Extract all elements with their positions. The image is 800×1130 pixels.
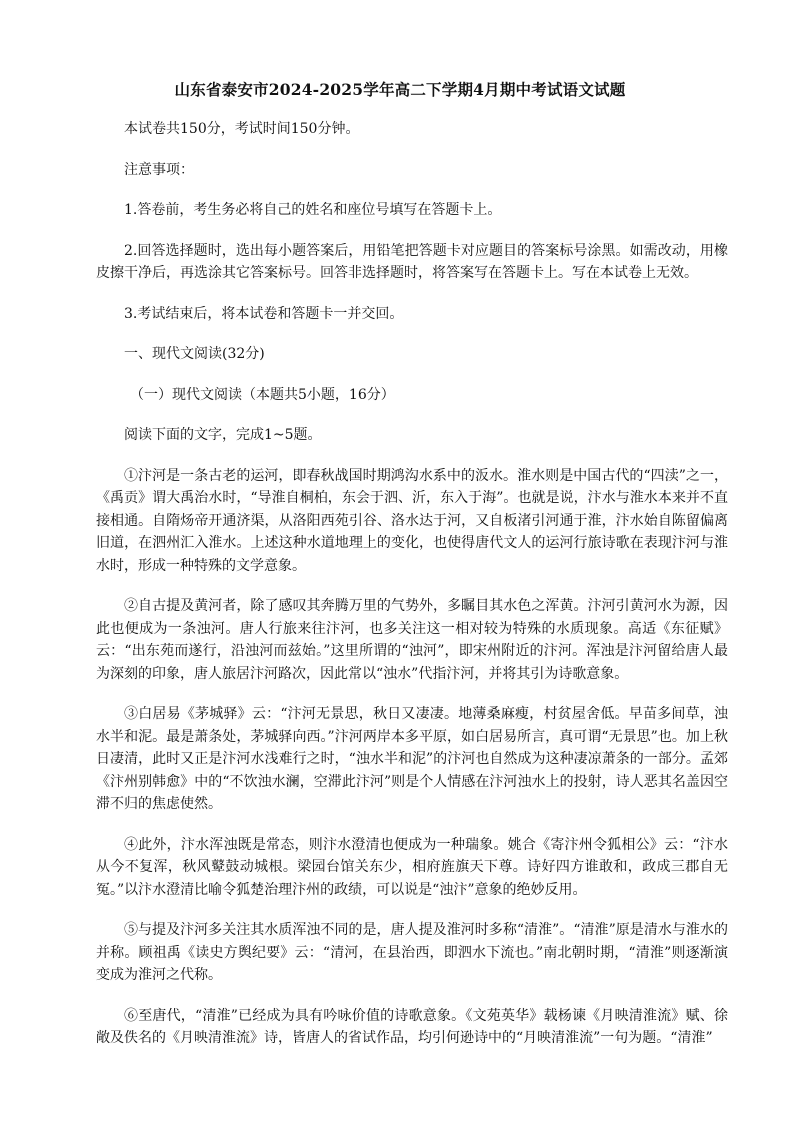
document-body xyxy=(96,118,728,1068)
passage-paragraph: ④此外，汴水浑浊既是常态，则汴水澄清也便成为一种瑞象。姚合《寄汴州令狐相公》云：“汴水从今不复浑，秋风鼙鼓动城根。梁园台馆关东少，相府旌旗天下尊。诗好四方谁敢和，政成三郡自无冤。”以汴水澄清比喻令狐楚治理汴州的政绩，可以说是“浊汴”意象的绝妙反用。 xyxy=(96,836,728,898)
subsection-heading: （一）现代文阅读（本题共5小题，16分） xyxy=(130,386,395,403)
notice-item: 2.回答选择题时，选出每小题答案后，用铅笔把答题卡对应题目的答案标号涂黑。如需改动，用橡皮擦干净后，再选涂其它答案标号。回答非选择题时，将答案写在答题卡上。写在本试卷上无效。 xyxy=(96,242,728,281)
passage-paragraph: ⑤与提及汴河多关注其水质浑浊不同的是，唐人提及淮河时多称“清淮”。“清淮”原是清水与淮水的并称。顾祖禹《读史方舆纪要》云：“清河，在县治西，即泗水下流也。”南北朝时期，“清淮”则逐渐演变成为淮河之代称。 xyxy=(96,922,728,983)
passage-paragraph: ③白居易《茅城驿》云：“汴河无景思，秋日又凄凄。地薄桑麻瘦，村贫屋舍低。早苗多间草，浊水半和泥。最是萧条处，茅城驿向西。”汴河两岸本多平原，如白居易所言，真可谓“无景思”也。加上秋日凄清，此时又正是汴河水浅难行之时，“浊水半和泥”的汴河也自然成为这种凄凉萧条的一部分。孟郊《汴州别韩愈》中的“不饮浊水澜，空滞此汴河”则是个人情感在汴河浊水上的投射，诗人恶其名盖因空滞不归的焦虑使然。 xyxy=(96,706,728,812)
notice-item: 3.考试结束后，将本试卷和答题卡一并交回。 xyxy=(124,305,404,322)
section-heading: 一、现代文阅读(32分) xyxy=(124,346,265,362)
passage-paragraph: ⑥至唐代，“清淮”已经成为具有吟咏价值的诗歌意象。《文苑英华》载杨谏《月映清淮流》赋、徐敞及佚名的《月映清淮流》诗，皆唐人的省试作品，均引何逊诗中的“月映清淮流”一句为题。“清淮” xyxy=(96,1007,728,1046)
page-title: 山东省泰安市2024-2025学年高二下学期4月期中考试语文试题 xyxy=(174,80,626,99)
exam-intro: 本试卷共150分，考试时间150分钟。 xyxy=(124,121,360,137)
reading-instruction: 阅读下面的文字，完成1~5题。 xyxy=(124,427,322,443)
passage-paragraph: ②自古提及黄河者，除了感叹其奔腾万里的气势外，多瞩目其水色之浑黄。汴河引黄河水为源，因此也便成为一条浊河。唐人行旅来往汴河，也多关注这一相对较为特殊的水质现象。高适《东征赋》云：“出东苑而遂行，沿浊河而兹始。”这里所谓的“浊河”，即宋州附近的汴河。浑浊是汴河留给唐人最为深刻的印象，唐人旅居汴河路次，因此常以“浊水”代指汴河，并将其引为诗歌意象。 xyxy=(96,598,728,682)
passage-paragraph: ①汴河是一条古老的运河，即春秋战国时期鸿沟水系中的汳水。淮水则是中国古代的“四渎”之一，《禹贡》谓大禹治水时，“导淮自桐柏，东会于泗、沂，东入于海”。也就是说，汴水与淮水本来并不直接相通。自隋炀帝开通济渠，从洛阳西苑引谷、洛水达于河，又自板渚引河通于淮，汴水始自陈留偏离旧道，在泗州汇入淮水。上述这种水道地理上的变化，也使得唐代文人的运河行旅诗歌在表现汴河与淮水时，形成一种特殊的文学意象。 xyxy=(96,467,728,574)
notice-heading: 注意事项： xyxy=(124,161,194,178)
notice-item: 1.答卷前，考生务必将自己的姓名和座位号填写在答题卡上。 xyxy=(124,202,502,218)
